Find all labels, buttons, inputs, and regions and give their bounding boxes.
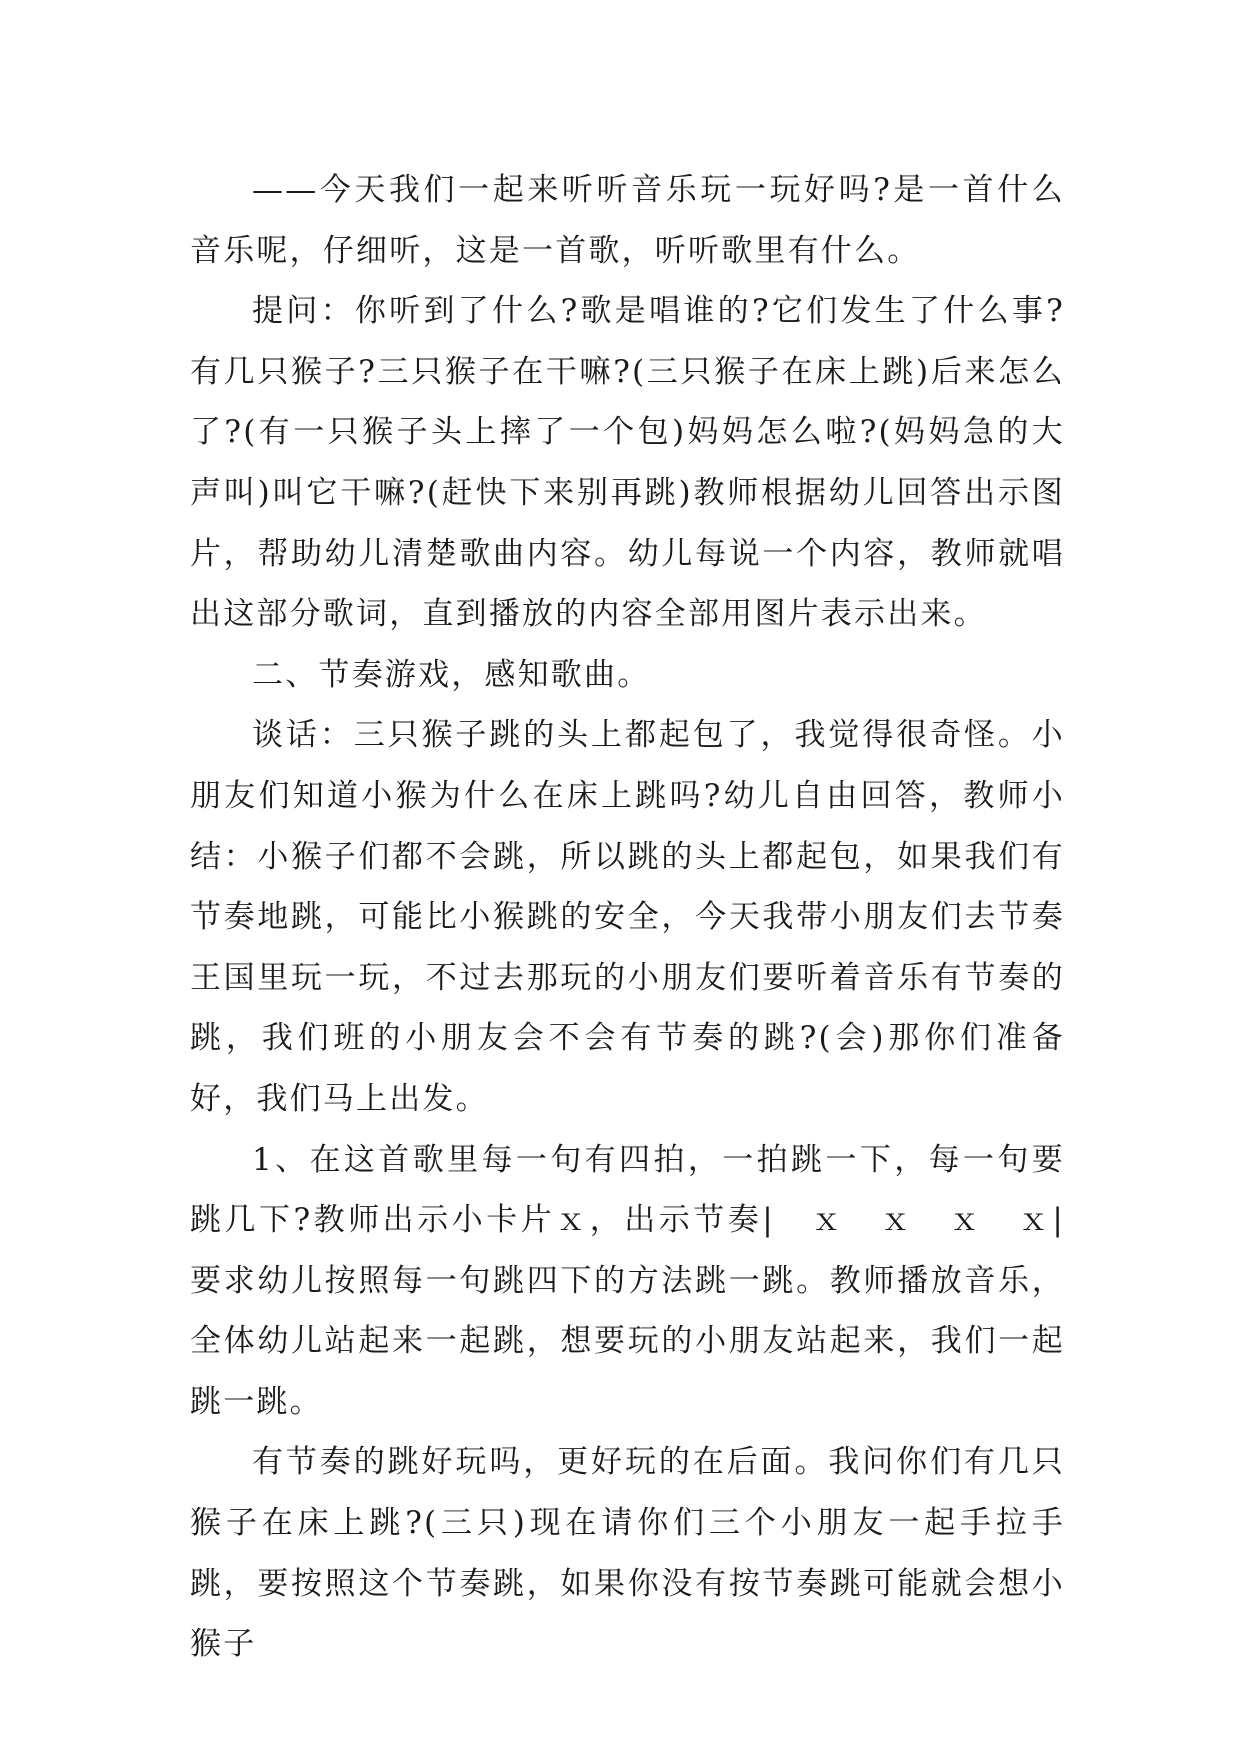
paragraph-questions: 提问：你听到了什么?歌是唱谁的?它们发生了什么事?有几只猴子?三只猴子在干嘛?(三只猴子在床上跳)后来怎么了?(有一只猴子头上摔了一个包)妈妈怎么啦?(妈妈急的大声叫)叫它干嘛?(赶快下来别再跳)教师根据幼儿回答出示图片，帮助幼儿清楚歌曲内容。幼儿每说一个内容，教师就唱出这部分歌词，直到播放的内容全部用图片表示出来。 [190,293,1065,633]
paragraph-intro: ——今天我们一起来听听音乐玩一玩好吗?是一首什么音乐呢，仔细听，这是一首歌，听听歌里有什么。 [190,172,1065,269]
paragraph-continue: 有节奏的跳好玩吗，更好玩的在后面。我问你们有几只猴子在床上跳?(三只)现在请你们三个小朋友一起手拉手跳，要按照这个节奏跳，如果你没有按节奏跳可能就会想小猴子 [190,1444,1065,1663]
paragraph-talk: 谈话：三只猴子跳的头上都起包了，我觉得很奇怪。小朋友们知道小猴为什么在床上跳吗?幼儿自由回答，教师小结：小猴子们都不会跳，所以跳的头上都起包，如果我们有节奏地跳，可能比小猴跳的安全，今天我带小朋友们去节奏王国里玩一玩，不过去那玩的小朋友们要听着音乐有节奏的跳，我们班的小朋友会不会有节奏的跳?(会)那你们准备好，我们马上出发。 [190,717,1065,1117]
document-body [190,160,1099,1675]
paragraph-step-one: 1、在这首歌里每一句有四拍，一拍跳一下，每一句要跳几下?教师出示小卡片ｘ，出示节奏| ｘ ｘ ｘ ｘ| 要求幼儿按照每一句跳四下的方法跳一跳。教师播放音乐，全体幼儿站起来一起跳，想要玩的小朋友站起来，我们一起跳一跳。 [190,1141,1099,1420]
section-heading-rhythm-game: 二、节奏游戏，感知歌曲。 [252,656,651,693]
